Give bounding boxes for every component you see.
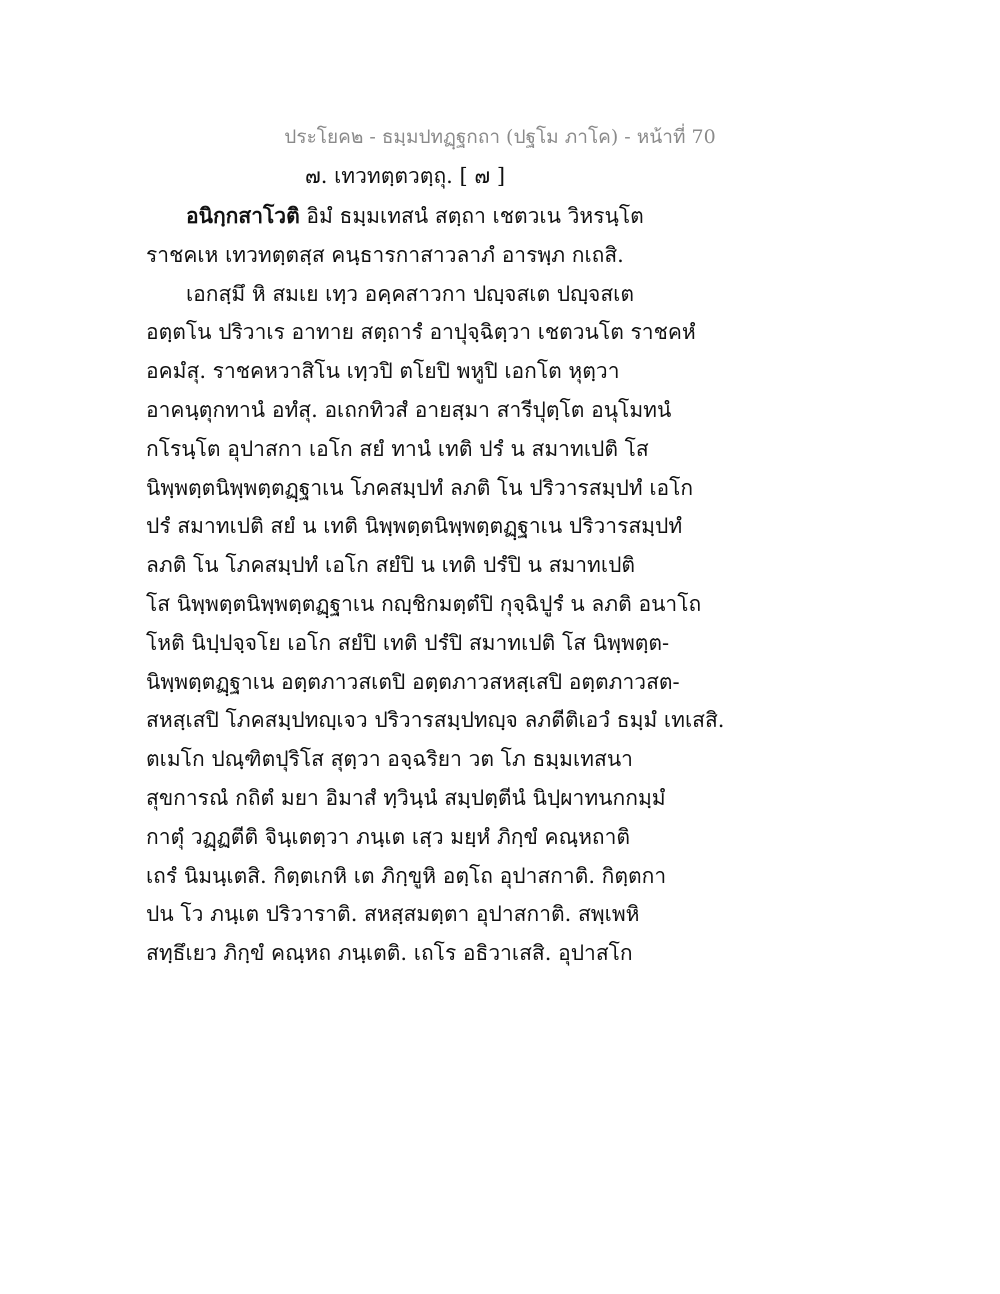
text-line [146, 779, 776, 818]
text-line [146, 663, 776, 702]
text-line [146, 818, 776, 857]
line-text: สหสฺเสปิ โภคสมฺปทญฺเจว ปริวารสมฺปทญฺจ ลภตีติเอวํ ธมฺมํ เทเสสิ. [146, 708, 725, 733]
line-text: โหติ นิปฺปจฺจโย เอโก สยํปิ เทติ ปรํปิ สมาทเปติ โส นิพฺพตฺต- [146, 630, 670, 655]
line-text: สทฺธึเยว ภิกฺขํ คณฺหถ ภนฺเตติ. เถโร อธิวาเสสิ. อุปาสโก [146, 941, 633, 966]
body-text [146, 197, 776, 973]
chapter-title-text: ๗. เทวทตฺตวตฺถุ. [ ๗ ] [304, 164, 506, 188]
text-line [146, 546, 776, 585]
text-line [146, 275, 776, 314]
line-text: เอกสฺมึ หิ สมเย เทฺว อคฺคสาวกา ปญฺจสเต ปญฺจสเต [186, 281, 634, 306]
text-line [146, 740, 776, 779]
line-text: อตฺตโน ปริวาเร อาทาย สตฺถารํ อาปุจฺฉิตฺวา เชตวนโต ราชคหํ [146, 320, 696, 345]
line-text: โส นิพฺพตฺตนิพฺพตฺตฏฺฐาเน กญฺชิกมตฺตํปิ กุจฺฉิปูรํ น ลภติ อนาโถ [146, 591, 702, 616]
text-line [146, 934, 776, 973]
text-line [146, 352, 776, 391]
text-line [146, 391, 776, 430]
line-text: อคมํสุ. ราชคหวาสิโน เทฺวปิ ตโยปิ พหูปิ เอกโต หุตฺวา [146, 359, 620, 384]
text-line [146, 197, 776, 236]
line-text: ปรํ สมาทเปติ สยํ น เทติ นิพฺพตฺตนิพฺพตฺตฏฺฐาเน ปริวารสมฺปทํ [146, 514, 683, 539]
line-text: อาคนฺตุกทานํ อทํสุ. อเถกทิวสํ อายสฺมา สารีปุตฺโต อนุโมทนํ [146, 397, 672, 422]
line-text: นิพฺพตฺตฏฺฐาเน อตฺตภาวสเตปิ อตฺตภาวสหสฺเสปิ อตฺตภาวสต- [146, 669, 680, 694]
line-text: อิมํ ธมฺมเทสนํ สตฺถา เชตวเน วิหรนฺโต [299, 204, 644, 228]
text-line [146, 857, 776, 896]
line-text: ลภติ โน โภคสมฺปทํ เอโก สยํปิ น เทติ ปรํปิ น สมาทเปติ [146, 553, 636, 578]
text-line [146, 313, 776, 352]
line-text: กาตุํ วฏฺฏตีติ จินฺเตตฺวา ภนฺเต เสฺว มยฺหํ ภิกฺขํ คณฺหถาติ [146, 824, 631, 849]
lead-word: อนิกฺกสาโวติ [186, 203, 300, 228]
line-text: ตเมโก ปณฺฑิตปุริโส สุตฺวา อจฺฉริยา วต โภ ธมฺมเทสนา [146, 747, 633, 772]
text-line [146, 507, 776, 546]
line-text: กโรนฺโต อุปาสกา เอโก สยํ ทานํ เทติ ปรํ น สมาทเปติ โส [146, 436, 649, 461]
running-header-text: ประโยค๒ - ธมฺมปทฏฺฐกถา (ปฐโม ภาโค) - หน้าที่ 70 [284, 126, 716, 148]
text-line [146, 430, 776, 469]
chapter-title [0, 160, 1000, 193]
text-line [146, 236, 776, 275]
line-text: ปน โว ภนฺเต ปริวาราติ. สหสฺสมตฺตา อุปาสกาติ. สพฺเพหิ [146, 902, 640, 927]
text-line [146, 469, 776, 508]
line-text: เถรํ นิมนฺเตสิ. กิตฺตเกหิ เต ภิกฺขูหิ อตฺโถ อุปาสกาติ. กิตฺตกา [146, 863, 667, 888]
text-line [146, 895, 776, 934]
text-line [146, 585, 776, 624]
line-text: สุขการณํ กถิตํ มยา อิมาสํ ทฺวินฺนํ สมฺปตฺตีนํ นิปฺผาทนกกมฺมํ [146, 785, 666, 810]
line-text: ราชคเห เทวทตฺตสฺส คนฺธารกาสาวลาภํ อารพฺภ กเถสิ. [146, 242, 624, 267]
running-header [0, 122, 1000, 152]
line-text: นิพฺพตฺตนิพฺพตฺตฏฺฐาเน โภคสมฺปทํ ลภติ โน ปริวารสมฺปทํ เอโก [146, 475, 694, 500]
text-line [146, 701, 776, 740]
text-line [146, 624, 776, 663]
